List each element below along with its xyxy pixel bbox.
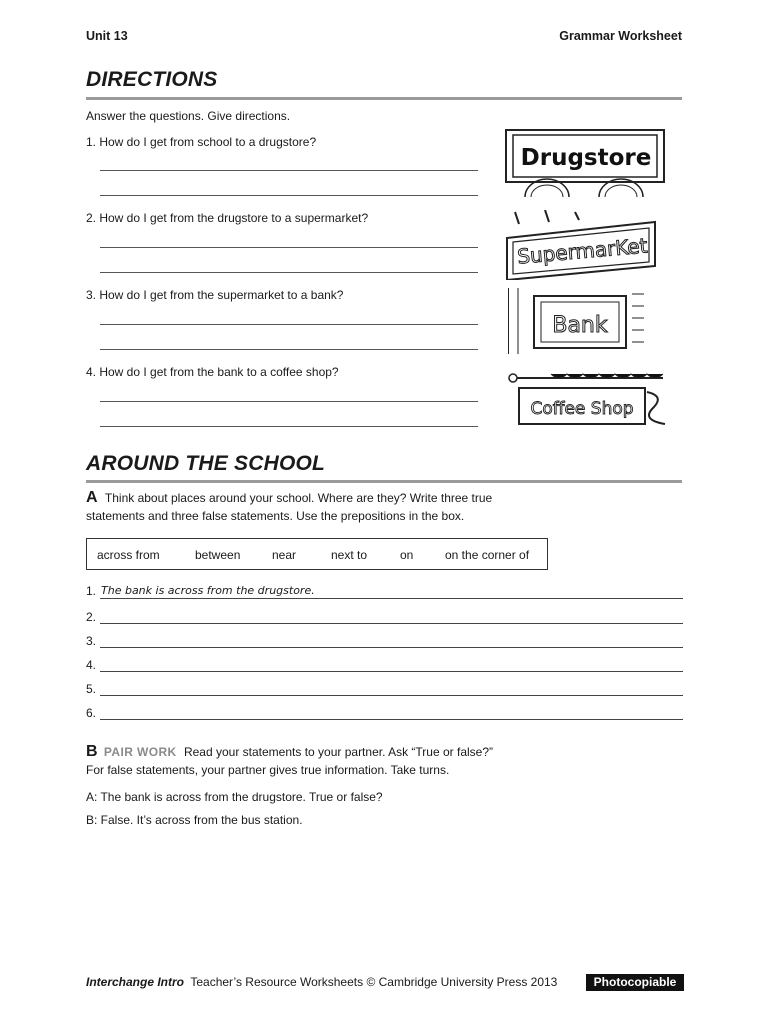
statement-line-2[interactable] [100, 623, 683, 624]
exercise-a-letter: A [86, 489, 98, 506]
bank-sign-text: Bank [552, 313, 608, 338]
preposition-item: across from [97, 548, 160, 562]
dialog-line-a: A: The bank is across from the drugstore. True or false? [86, 790, 383, 804]
statement-line-1[interactable] [100, 598, 683, 599]
answer-line[interactable] [100, 195, 478, 196]
preposition-item: on [400, 548, 414, 562]
answer-line[interactable] [100, 426, 478, 427]
answer-line[interactable] [100, 401, 478, 402]
supermarket-sign-text: SupermarKet [516, 233, 649, 269]
drugstore-sign-illustration [505, 127, 667, 197]
item-number: 5. [86, 682, 97, 696]
exercise-a-instructions [86, 490, 492, 506]
book-title: Interchange Intro [86, 975, 185, 989]
preposition-item: between [195, 548, 241, 562]
preposition-item: on the corner of [445, 548, 530, 562]
drugstore-sign-text: Drugstore [520, 145, 652, 171]
statement-line-6[interactable] [100, 719, 683, 720]
question-4: 4. How do I get from the bank to a coffee shop? [86, 365, 339, 379]
example-answer: The bank is across from the drugstore. [101, 584, 315, 597]
copyright-text: Teacher’s Resource Worksheets © Cambridge University Press 2013 [190, 975, 558, 989]
answer-line[interactable] [100, 349, 478, 350]
answer-line[interactable] [100, 170, 478, 171]
exercise-a-text-2: statements and three false statements. Use the prepositions in the box. [86, 509, 465, 523]
answer-line[interactable] [100, 324, 478, 325]
item-number: 6. [86, 706, 97, 720]
exercise-b-text-1: Read your statements to your partner. Ask “True or false?” [183, 745, 493, 759]
coffee-shop-sign-illustration [507, 366, 669, 428]
worksheet-type: Grammar Worksheet [559, 29, 682, 43]
statement-line-3[interactable] [100, 647, 683, 648]
exercise-b-text-2: For false statements, your partner gives true information. Take turns. [86, 763, 450, 777]
coffee-shop-sign-text: Coffee Shop [530, 399, 634, 419]
dialog-line-b: B: False. It’s across from the bus station. [86, 813, 303, 827]
photocopiable-badge: Photocopiable [586, 974, 684, 991]
footer-credit [86, 975, 557, 989]
bank-sign-illustration [508, 288, 648, 354]
exercise-a-text-1: Think about places around your school. Where are they? Write three true [104, 491, 493, 505]
statement-line-4[interactable] [100, 671, 683, 672]
preposition-item: near [272, 548, 297, 562]
pair-work-label: PAIR WORK [103, 745, 177, 759]
question-3: 3. How do I get from the supermarket to a bank? [86, 288, 344, 302]
prepositions-box [86, 538, 548, 570]
answer-line[interactable] [100, 247, 478, 248]
item-number: 4. [86, 658, 97, 672]
section-rule [86, 97, 682, 100]
statement-line-5[interactable] [100, 695, 683, 696]
exercise-b-instructions [86, 744, 493, 760]
supermarket-sign-illustration [505, 210, 663, 280]
unit-label: Unit 13 [86, 29, 128, 43]
question-1: 1. How do I get from school to a drugstore? [86, 135, 317, 149]
answer-line[interactable] [100, 272, 478, 273]
item-number: 3. [86, 634, 97, 648]
preposition-item: next to [331, 548, 368, 562]
around-school-title: AROUND THE SCHOOL [86, 452, 326, 475]
directions-instruction: Answer the questions. Give directions. [86, 109, 291, 123]
directions-title: DIRECTIONS [86, 68, 218, 91]
section-rule [86, 480, 682, 483]
question-2: 2. How do I get from the drugstore to a supermarket? [86, 211, 369, 225]
item-number: 2. [86, 610, 97, 624]
exercise-b-letter: B [86, 743, 98, 760]
item-number: 1. [86, 584, 97, 598]
